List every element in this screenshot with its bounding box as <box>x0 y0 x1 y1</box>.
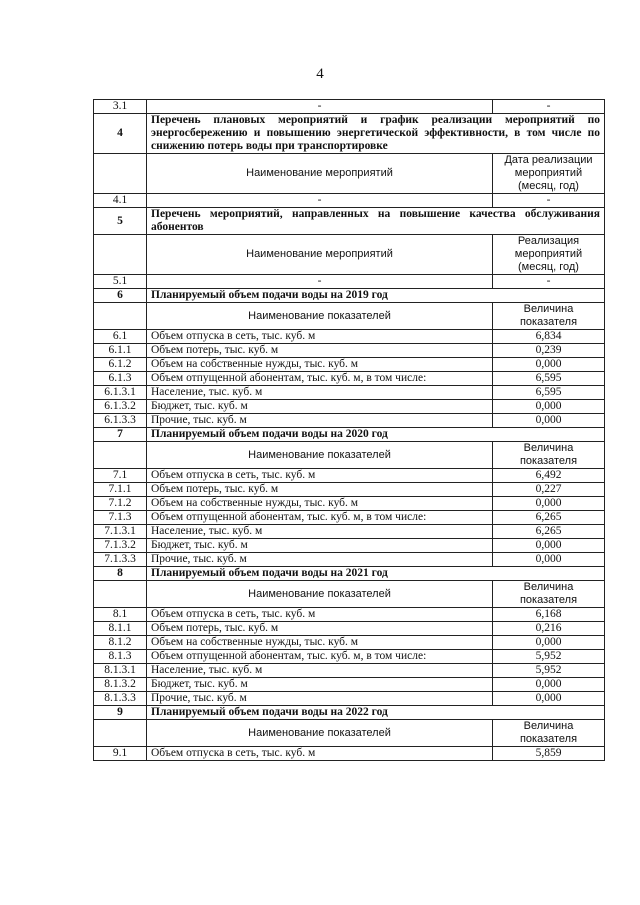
row-number: 7.1.3.1 <box>94 525 147 539</box>
table-row <box>94 539 605 553</box>
section-title: Планируемый объем подачи воды на 2021 год <box>147 567 605 581</box>
section-number: 5 <box>94 208 147 235</box>
section-title: Планируемый объем подачи воды на 2019 год <box>147 289 605 303</box>
section-6-header <box>94 303 605 330</box>
row-name: Объем отпущенной абонентам, тыс. куб. м, в том числе: <box>147 372 493 386</box>
table-row <box>94 483 605 497</box>
table-row <box>94 330 605 344</box>
row-name: Объем отпуска в сеть, тыс. куб. м <box>147 608 493 622</box>
table-row <box>94 608 605 622</box>
row-value: 0,000 <box>493 636 605 650</box>
row-name: Бюджет, тыс. куб. м <box>147 400 493 414</box>
table-row <box>94 622 605 636</box>
row-name: Объем на собственные нужды, тыс. куб. м <box>147 497 493 511</box>
row-number: 6.1.1 <box>94 344 147 358</box>
table-row-3-1 <box>94 100 605 114</box>
table-row <box>94 400 605 414</box>
row-name: Прочие, тыс. куб. м <box>147 553 493 567</box>
row-value: 0,000 <box>493 553 605 567</box>
row-name: Объем на собственные нужды, тыс. куб. м <box>147 636 493 650</box>
column-header-value: Величина показателя <box>493 442 605 469</box>
row-name: Объем отпуска в сеть, тыс. куб. м <box>147 330 493 344</box>
row-number: 7.1.1 <box>94 483 147 497</box>
table-row <box>94 511 605 525</box>
table-row <box>94 650 605 664</box>
row-number: 6.1.3 <box>94 372 147 386</box>
row-value: 0,227 <box>493 483 605 497</box>
section-7-header <box>94 442 605 469</box>
row-value: 5,859 <box>493 747 605 761</box>
row-name: Объем отпущенной абонентам, тыс. куб. м, в том числе: <box>147 511 493 525</box>
table-row <box>94 747 605 761</box>
section-number: 8 <box>94 567 147 581</box>
row-number: 4.1 <box>94 194 147 208</box>
section-5-row <box>94 208 605 235</box>
table-row <box>94 497 605 511</box>
section-9-header <box>94 720 605 747</box>
row-number: 8.1.3.1 <box>94 664 147 678</box>
column-header-name: Наименование мероприятий <box>147 154 493 194</box>
table-row-4-1 <box>94 194 605 208</box>
table-row <box>94 344 605 358</box>
row-number: 8.1.1 <box>94 622 147 636</box>
column-header-name: Наименование показателей <box>147 442 493 469</box>
row-value: 0,000 <box>493 358 605 372</box>
row-name: Бюджет, тыс. куб. м <box>147 678 493 692</box>
table-row <box>94 692 605 706</box>
row-value: 6,492 <box>493 469 605 483</box>
row-value: 0,239 <box>493 344 605 358</box>
section-4-header <box>94 154 605 194</box>
section-title: Планируемый объем подачи воды на 2022 год <box>147 706 605 720</box>
empty-cell <box>94 720 147 747</box>
table-row <box>94 678 605 692</box>
row-value: 6,595 <box>493 372 605 386</box>
section-7-row <box>94 428 605 442</box>
row-number: 8.1.3 <box>94 650 147 664</box>
table-row <box>94 372 605 386</box>
table-row <box>94 664 605 678</box>
row-value: 6,168 <box>493 608 605 622</box>
row-name: Объем потерь, тыс. куб. м <box>147 344 493 358</box>
section-number: 7 <box>94 428 147 442</box>
section-title: Перечень мероприятий, направленных на повышение качества обслуживания абонентов <box>147 208 605 235</box>
row-number: 6.1.2 <box>94 358 147 372</box>
row-value: 0,000 <box>493 400 605 414</box>
plan-table <box>93 99 605 761</box>
section-number: 9 <box>94 706 147 720</box>
row-value: 6,595 <box>493 386 605 400</box>
table-row <box>94 358 605 372</box>
table-row <box>94 386 605 400</box>
column-header-value: Величина показателя <box>493 303 605 330</box>
empty-cell <box>94 154 147 194</box>
table-row <box>94 553 605 567</box>
row-number: 7.1.3 <box>94 511 147 525</box>
row-name: Население, тыс. куб. м <box>147 525 493 539</box>
row-number: 3.1 <box>94 100 147 114</box>
row-name: Объем отпуска в сеть, тыс. куб. м <box>147 469 493 483</box>
table-row <box>94 414 605 428</box>
section-number: 4 <box>94 114 147 154</box>
section-6-row <box>94 289 605 303</box>
row-value: 0,000 <box>493 678 605 692</box>
row-value: - <box>493 100 605 114</box>
row-number: 8.1.2 <box>94 636 147 650</box>
row-number: 6.1.3.3 <box>94 414 147 428</box>
table-row <box>94 525 605 539</box>
row-name: Объем потерь, тыс. куб. м <box>147 622 493 636</box>
row-name: Бюджет, тыс. куб. м <box>147 539 493 553</box>
table-row <box>94 636 605 650</box>
column-header-name: Наименование мероприятий <box>147 235 493 275</box>
column-header-name: Наименование показателей <box>147 303 493 330</box>
row-name: - <box>147 100 493 114</box>
row-name: Объем потерь, тыс. куб. м <box>147 483 493 497</box>
section-5-header <box>94 235 605 275</box>
section-4-row <box>94 114 605 154</box>
empty-cell <box>94 442 147 469</box>
row-number: 5.1 <box>94 275 147 289</box>
row-value: 0,000 <box>493 497 605 511</box>
row-number: 6.1 <box>94 330 147 344</box>
row-number: 9.1 <box>94 747 147 761</box>
row-value: 5,952 <box>493 650 605 664</box>
row-name: Прочие, тыс. куб. м <box>147 414 493 428</box>
row-name: Объем отпуска в сеть, тыс. куб. м <box>147 747 493 761</box>
row-name: - <box>147 275 493 289</box>
section-9-row <box>94 706 605 720</box>
row-value: 5,952 <box>493 664 605 678</box>
section-title: Перечень плановых мероприятий и график реализации мероприятий по энергосбережению и повышению энергетической эффективности, в том числе по снижению потерь воды при транспортировке <box>147 114 605 154</box>
row-value: 6,265 <box>493 525 605 539</box>
row-value: 0,216 <box>493 622 605 636</box>
row-number: 8.1.3.2 <box>94 678 147 692</box>
section-8-row <box>94 567 605 581</box>
empty-cell <box>94 581 147 608</box>
row-value: 0,000 <box>493 539 605 553</box>
empty-cell <box>94 303 147 330</box>
row-number: 6.1.3.1 <box>94 386 147 400</box>
column-header-value: Реализация мероприятий (месяц, год) <box>493 235 605 275</box>
row-number: 7.1.2 <box>94 497 147 511</box>
row-number: 7.1.3.2 <box>94 539 147 553</box>
row-value: 0,000 <box>493 414 605 428</box>
column-header-value: Величина показателя <box>493 581 605 608</box>
section-number: 6 <box>94 289 147 303</box>
table-row <box>94 469 605 483</box>
row-value: 6,834 <box>493 330 605 344</box>
row-number: 8.1 <box>94 608 147 622</box>
column-header-value: Дата реализации мероприятий (месяц, год) <box>493 154 605 194</box>
row-value: - <box>493 194 605 208</box>
row-value: 0,000 <box>493 692 605 706</box>
row-number: 6.1.3.2 <box>94 400 147 414</box>
column-header-value: Величина показателя <box>493 720 605 747</box>
row-value: 6,265 <box>493 511 605 525</box>
column-header-name: Наименование показателей <box>147 720 493 747</box>
row-value: - <box>493 275 605 289</box>
row-name: - <box>147 194 493 208</box>
row-name: Прочие, тыс. куб. м <box>147 692 493 706</box>
section-8-header <box>94 581 605 608</box>
table-row-5-1 <box>94 275 605 289</box>
row-name: Объем на собственные нужды, тыс. куб. м <box>147 358 493 372</box>
row-name: Население, тыс. куб. м <box>147 386 493 400</box>
column-header-name: Наименование показателей <box>147 581 493 608</box>
row-name: Население, тыс. куб. м <box>147 664 493 678</box>
row-number: 7.1.3.3 <box>94 553 147 567</box>
row-number: 7.1 <box>94 469 147 483</box>
section-title: Планируемый объем подачи воды на 2020 год <box>147 428 605 442</box>
row-name: Объем отпущенной абонентам, тыс. куб. м, в том числе: <box>147 650 493 664</box>
row-number: 8.1.3.3 <box>94 692 147 706</box>
empty-cell <box>94 235 147 275</box>
page-number: 4 <box>316 66 324 82</box>
